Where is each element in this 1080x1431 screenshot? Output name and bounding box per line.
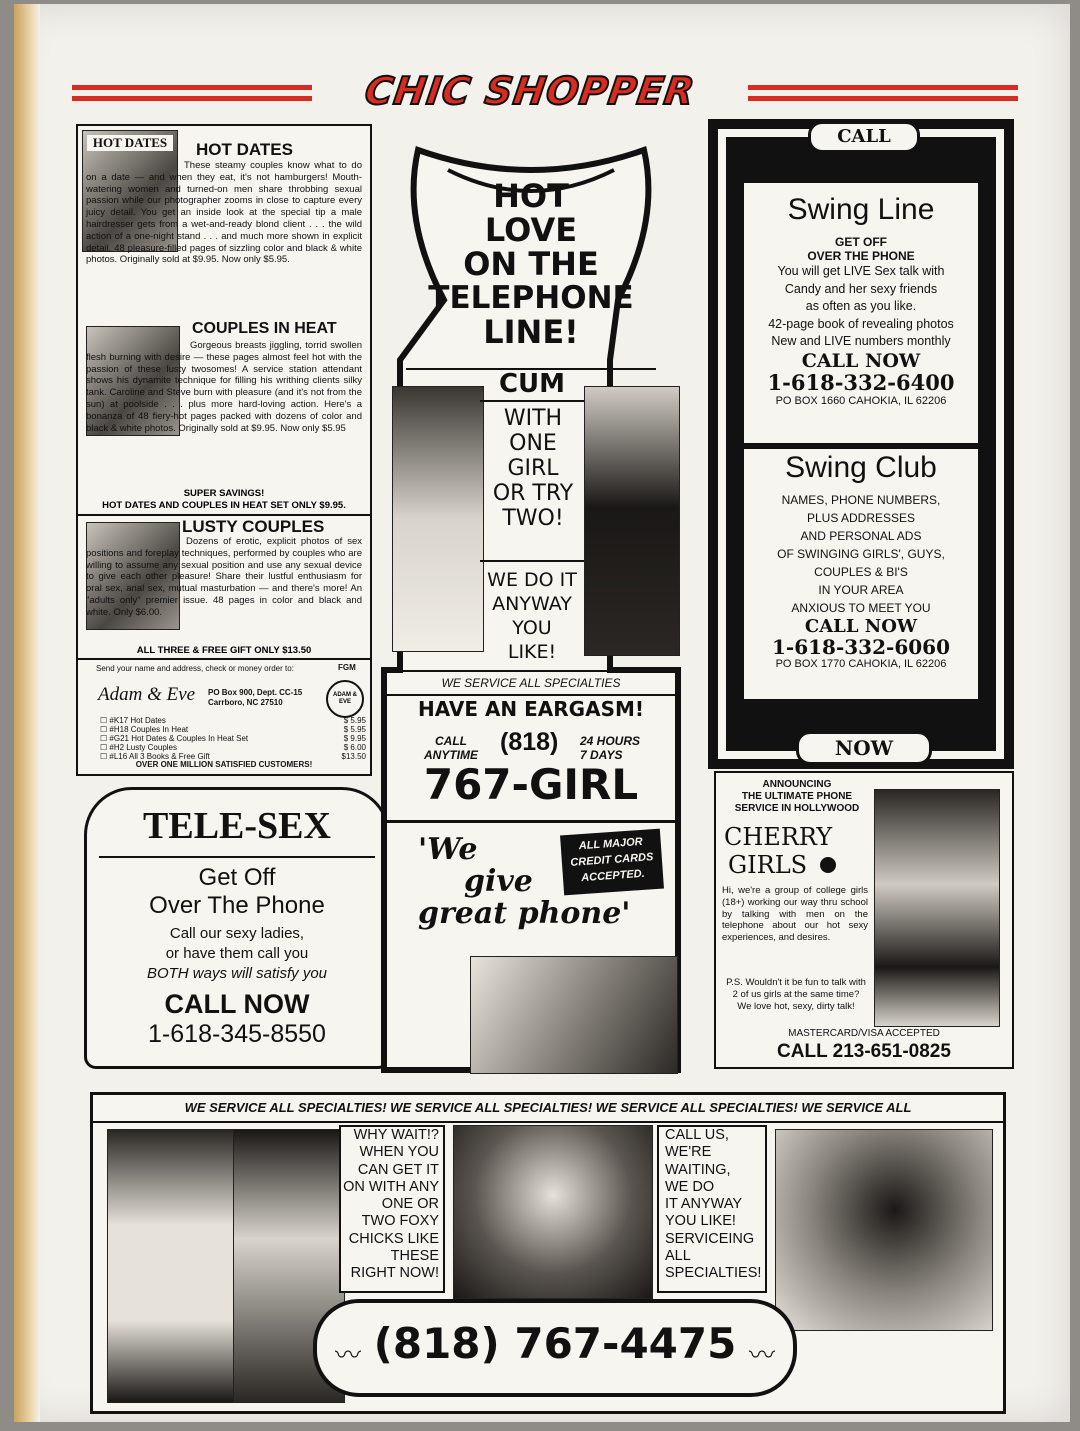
copy-line: RIGHT NOW! [350, 1265, 439, 1282]
headline-3: ON THE [463, 245, 599, 283]
copy-line: ONE OR [381, 1196, 439, 1213]
order-form [100, 716, 366, 761]
reclining-woman-photo [470, 956, 678, 1074]
address-line-2: Carrboro, NC 27510 [208, 698, 283, 707]
swing-club-panel [744, 449, 978, 699]
cherry-icon [820, 857, 836, 873]
swing-body-line: You will get LIVE Sex talk with [777, 264, 945, 278]
club-body-line: OF SWINGING GIRLS', GUYS, [777, 547, 945, 561]
copy-line: THESE [390, 1248, 439, 1265]
call-anytime-2: ANYTIME [424, 748, 478, 762]
swing-line-body [744, 263, 978, 351]
area-code[interactable]: (818) [500, 728, 559, 756]
swing-club-body [744, 491, 978, 617]
woman-photo-3 [775, 1129, 993, 1331]
call-label: CALL [837, 126, 891, 147]
copy-line: SERVICEING [665, 1230, 755, 1247]
swing-body-line: as often as you like. [805, 299, 917, 314]
we-do-it-anyway [470, 568, 594, 664]
hours-2: 7 DAYS [580, 748, 623, 762]
tele-sex-line-1: Get Off [198, 864, 276, 891]
cards-line: ALL MAJOR [578, 835, 644, 853]
slogan-3: great phone' [418, 896, 631, 931]
seal-text: ADAM & EVE [333, 692, 357, 705]
anyway-line: LIKE! [507, 641, 557, 663]
hot-dates-ad [76, 124, 372, 776]
cherry-ps: P.S. Wouldn't it be fun to talk with 2 of us girls at the same time? We love hot, sexy, dirty talk! [726, 977, 866, 1012]
tele-sex-phone[interactable]: 1-618-345-8550 [148, 1020, 326, 1048]
announce-line: ANNOUNCING [762, 779, 832, 790]
with-line: ONE [509, 431, 557, 456]
lusty-couples-title: LUSTY COUPLES [182, 517, 325, 536]
divider [480, 560, 584, 562]
now-badge [796, 731, 932, 765]
hours-1: 24 HOURS [580, 734, 641, 748]
headline-5: LINE! [483, 313, 579, 351]
divider [384, 820, 678, 823]
tele-sex-line-4: or have them call you [165, 945, 309, 962]
bottom-phone-oval [313, 1299, 797, 1397]
order-item-label: ☐ #K17 Hot Dates [100, 716, 166, 725]
anyway-line: WE DO IT [487, 569, 577, 591]
with-line: TWO! [502, 506, 564, 531]
order-item-label: ☐ #H18 Couples In Heat [100, 725, 189, 734]
super-savings: SUPER SAVINGS! [183, 488, 265, 499]
order-item[interactable] [100, 716, 366, 725]
swing-club-po: PO BOX 1770 CAHOKIA, IL 62206 [775, 658, 947, 670]
announce-line: SERVICE IN HOLLYWOOD [734, 803, 860, 814]
credit-cards-badge [560, 829, 664, 896]
swing-line-cta: CALL NOW [801, 349, 921, 372]
club-body-line: ANXIOUS TO MEET YOU [791, 601, 931, 615]
copy-line: IT ANYWAY [665, 1196, 743, 1213]
with-line: GIRL [507, 456, 559, 481]
woman-photo-right [584, 386, 680, 656]
now-label: NOW [834, 736, 894, 760]
club-body-line: PLUS ADDRESSES [806, 511, 916, 525]
swing-body-line: New and LIVE numbers monthly [771, 334, 951, 349]
copy-line: ALL [665, 1248, 691, 1265]
address-line-1: PO Box 900, Dept. CC-15 [208, 688, 303, 697]
eargasm-text: HAVE AN EARGASM! [417, 697, 644, 721]
woman-photo-1 [107, 1129, 235, 1403]
tele-sex-line-3: Call our sexy ladies, [169, 925, 305, 942]
cherry-girl-photo [874, 789, 1000, 1027]
header-rule-right-2 [748, 96, 1018, 101]
page-title: CHIC SHOPPER [362, 69, 698, 113]
copy-line: WHY WAIT!? [353, 1127, 439, 1143]
customers-footer: OVER ONE MILLION SATISFIED CUSTOMERS! [135, 760, 313, 769]
with-line: OR TRY [492, 481, 574, 506]
swing-club-phone[interactable]: 1-618-332-6060 [772, 635, 950, 659]
cherry-title-2: GIRLS [728, 851, 808, 879]
divider [480, 400, 584, 402]
divider [99, 856, 375, 858]
brand-name: Adam & Eve [98, 684, 196, 705]
copy-line: CALL US, [665, 1127, 729, 1143]
cherry-title-1: CHERRY [724, 823, 833, 851]
order-item-price: $ 5.95 [343, 716, 366, 725]
copy-line: ON WITH ANY [343, 1178, 439, 1195]
header-rule-left-2 [72, 96, 312, 101]
call-anytime [424, 734, 478, 762]
specialties-strip: WE SERVICE ALL SPECIALTIES [384, 670, 678, 696]
call-badge [808, 121, 920, 153]
specialties-banner: WE SERVICE ALL SPECIALTIES! WE SERVICE ALL SPECIALTIES! WE SERVICE ALL SPECIALTIES! WE SERVICE ALL [93, 1095, 1003, 1123]
bottom-phone[interactable]: (818) 767-4475 [373, 1319, 737, 1368]
cherry-cards: MASTERCARD/VISA ACCEPTED [788, 1028, 940, 1039]
call-us-copy [657, 1125, 767, 1293]
club-body-line: NAMES, PHONE NUMBERS, [781, 493, 941, 507]
order-item-label: ☐ #H2 Lusty Couples [100, 743, 177, 752]
swing-club-title: Swing Club [785, 451, 937, 484]
order-item-label: ☐ #G21 Hot Dates & Couples In Heat Set [100, 734, 249, 743]
copy-line: TWO FOXY [361, 1213, 439, 1230]
copy-line: CAN GET IT [357, 1161, 439, 1178]
slogan-2: give [464, 864, 533, 899]
order-item-label: ☐ #L16 All 3 Books & Free Gift [100, 752, 210, 761]
cherry-body: Hi, we're a group of college girls (18+) working our way thru school by talking with men on the telephone about our hot sexy experiences, and desires. [722, 885, 868, 944]
three-offer: ALL THREE & FREE GIFT ONLY $13.50 [136, 645, 312, 656]
swing-line-phone[interactable]: 1-618-332-6400 [767, 369, 955, 395]
why-wait-copy [339, 1125, 445, 1293]
get-off-1: GET OFF [835, 235, 887, 249]
club-body-line: AND PERSONAL ADS [800, 529, 922, 543]
couples-in-heat-title: COUPLES IN HEAT [192, 320, 337, 337]
adam-eve-seal-icon [326, 680, 364, 718]
swing-body-line: 42-page book of revealing photos [768, 316, 954, 331]
swing-line-po: PO BOX 1660 CAHOKIA, IL 62206 [775, 394, 947, 407]
order-item[interactable] [100, 743, 366, 752]
copy-line: WE DO [665, 1178, 715, 1195]
order-instructions: Send your name and address, check or money order to: [96, 664, 294, 673]
cum-text: CUM [498, 369, 566, 399]
hot-dates-body: These steamy couples know what to do on a date — and when they eat, it's not hamburgers! Mouth-watering women and turned-on men share throbbing sexual passion while our photographer zooms in close to capture every juicy detail. You get an inside look at the special tip a male hairdresser gets from a wet-and-ready blond client . . . the wild action of a one-night stand . . . and much more shown in explicit detail. 48 pleasure-filled pages of sizzling color and black & white photos. Originally sold at $9.95. Now only $5.95. [86, 160, 362, 266]
with-one-girl [478, 406, 588, 531]
cherry-announce [722, 779, 872, 815]
flourish-right-icon: 〰 [748, 1340, 775, 1370]
order-item[interactable] [100, 734, 366, 743]
girl-number[interactable]: 767-GIRL [423, 760, 639, 809]
flourish-left-icon: 〰 [335, 1340, 362, 1370]
swing-body-line: Candy and her sexy friends [784, 281, 938, 296]
swing-club-cta: CALL NOW [804, 616, 918, 637]
header-rule-right [748, 85, 1018, 90]
order-item-price: $13.50 [341, 752, 366, 761]
order-item-price: $ 5.95 [343, 725, 366, 734]
swing-line-panel [744, 183, 978, 443]
page-spine [14, 4, 40, 1422]
headline-1: HOT [493, 177, 569, 215]
copy-line: CHICKS LIKE [348, 1230, 439, 1247]
copy-line: WAITING, [665, 1161, 731, 1178]
swing-line-ad [708, 119, 1014, 769]
magazine-page [14, 4, 1070, 1422]
copy-line: WHEN YOU [359, 1144, 439, 1161]
woman-phone-photo [453, 1125, 653, 1299]
copy-line: YOU LIKE! [665, 1213, 736, 1230]
copy-line: WE'RE [665, 1144, 712, 1161]
headline-2: LOVE [484, 211, 578, 249]
tele-sex-ad [84, 787, 390, 1069]
order-item-price: $ 6.00 [343, 743, 366, 752]
tele-sex-line-2: Over The Phone [149, 892, 325, 919]
cards-line: ACCEPTED. [580, 867, 646, 885]
couples-in-heat-body: Gorgeous breasts jiggling, torrid swollen flesh burning with desire — these pages almost feel hot with the passion of these lusty twosomes! A service station attendant shows his dynamite technique for filling his writhing clients silky tank. Caroline and Steve burn with pleasure (and it's not from the sun) at poolside . . . plus more hard-loving action. Here's a bonanza of 48 fiery-hot pages packed with dozens of color and black & white photos. Originally sold at $9.95. Now only $5.95 [86, 340, 362, 434]
copy-line: SPECIALTIES! [665, 1265, 762, 1282]
anyway-line: ANYWAY [492, 593, 572, 615]
hours-text [580, 734, 640, 762]
tele-sex-line-5: BOTH ways will satisfy you [146, 965, 328, 982]
tele-sex-title: TELE-SEX [143, 805, 331, 847]
cards-line: CREDIT CARDS [569, 851, 654, 869]
headline-4: TELEPHONE [428, 280, 634, 316]
get-off-2: OVER THE PHONE [807, 249, 915, 263]
order-item-price: $ 9.95 [343, 734, 366, 743]
announce-line: THE ULTIMATE PHONE [741, 791, 853, 802]
cherry-cta[interactable]: CALL 213-651-0825 [777, 1041, 951, 1062]
club-body-line: IN YOUR AREA [818, 583, 904, 597]
divider [78, 658, 370, 660]
anyway-line: YOU [512, 617, 552, 639]
lusty-couples-body: Dozens of erotic, explicit photos of sex positions and foreplay techniques, performed by couples who are willing to assume any sexual position and use any sexual device to give each other pleasure! Share their lustful enthusiasm for oral sex, anal sex, mutual masturbation — and there's more! An "adults only" premier issue. 48 pages in color and black and white. Only $6.00. [86, 536, 362, 618]
cherry-girls-ad [714, 771, 1014, 1069]
call-anytime-1: CALL [435, 734, 467, 748]
cover-label: HOT DATES [87, 135, 173, 151]
hot-love-ad [378, 130, 684, 1076]
divider [78, 514, 370, 516]
order-code: FGM [338, 663, 356, 672]
with-line: WITH [503, 406, 563, 431]
tele-sex-cta: CALL NOW [164, 989, 310, 1019]
order-item[interactable] [100, 725, 366, 734]
header-rule-left [72, 85, 312, 90]
swing-line-title: Swing Line [787, 193, 935, 226]
slogan-1: 'We [418, 832, 478, 867]
hot-dates-title: HOT DATES [196, 140, 293, 159]
bottom-ad [90, 1092, 1006, 1414]
club-body-line: COUPLES & BI'S [814, 565, 908, 579]
set-offer: HOT DATES AND COUPLES IN HEAT SET ONLY $9.95. [102, 500, 346, 511]
